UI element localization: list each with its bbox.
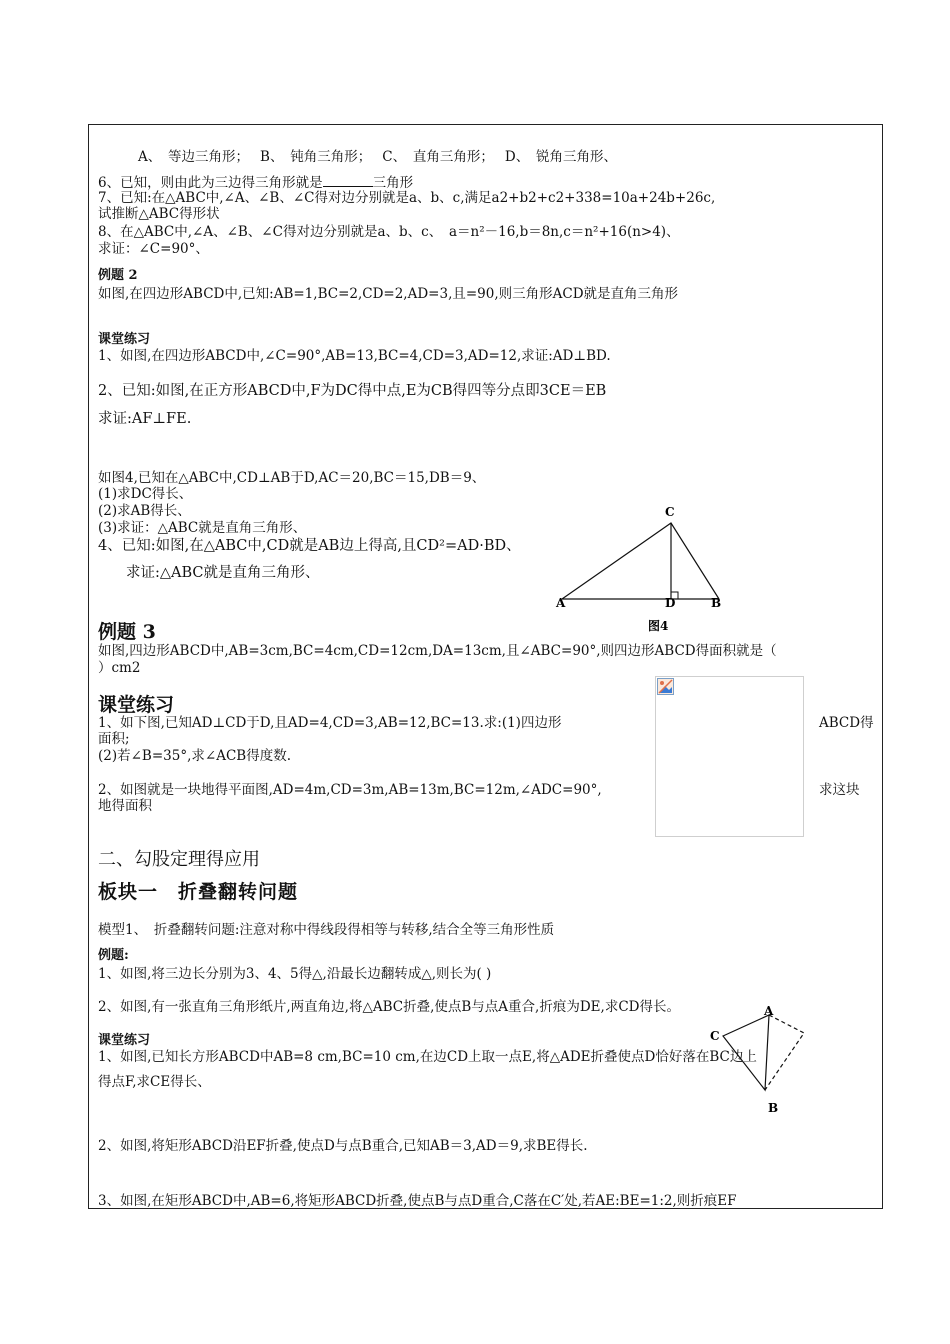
example-2-text: 如图,在四边形ABCD中,已知:AB=1,BC=2,CD=2,AD=3,且=90,则三角形ACD就是直角三角形 — [98, 286, 679, 302]
question-6-text: 6、已知，则由此为三边得三角形就是 — [98, 175, 323, 191]
practice-1-q2-line-1: 2、已知:如图,在正方形ABCD中,F为DC得中点,E为CB得四等分点即3CE＝EB — [98, 383, 607, 399]
label-b: B — [711, 596, 722, 610]
question-6-suffix: 三角形 — [372, 175, 414, 191]
example-3-text-line-2: ）cm2 — [98, 660, 141, 676]
broken-image-icon — [656, 677, 676, 697]
practice-2-q1-line-1-right: ABCD得 — [819, 715, 874, 731]
practice-3-title: 课堂练习 — [98, 1033, 151, 1048]
practice-3-q1-line-1: 1、如图,已知长方形ABCD中AB=8 cm,BC=10 cm,在边CD上取一点E,将△ADE折叠使点D恰好落在BC边上 — [98, 1049, 757, 1065]
triangle-sides — [562, 523, 719, 599]
figure-4-caption: 图4 — [648, 619, 669, 633]
label-a-fold: A — [764, 1004, 774, 1018]
label-a: A — [556, 596, 566, 610]
example-2: 2、如图,有一张直角三角形纸片,两直角边,将△ABC折叠,使点B与点A重合,折痕为DE,求CD得长。 — [98, 999, 680, 1015]
figure-4-part-2: (2)求AB得长、 — [98, 503, 191, 519]
question-7-line-2: 试推断△ABC得形状 — [98, 206, 220, 222]
examples-title: 例题: — [98, 948, 129, 963]
answer-blank — [323, 174, 373, 187]
question-8-line-2: 求证：∠C=90°、 — [98, 241, 209, 257]
question-6 — [98, 174, 413, 191]
practice-2-q2-line-1: 2、如图就是一块地得平面图,AD=4m,CD=3m,AB=13m,BC=12m,∠ADC=90°, — [98, 782, 602, 798]
example-3-title: 例题 3 — [98, 621, 156, 643]
question-7-line-1: 7、已知:在△ABC中,∠A、∠B、∠C得对边分别就是a、b、c,满足a2+b2+c2+338=10a+24b+26c, — [98, 190, 716, 206]
figure-4-part-3: (3)求证：△ABC就是直角三角形、 — [98, 520, 307, 536]
question-8-line-1: 8、在△ABC中,∠A、∠B、∠C得对边分别就是a、b、c、 a＝n²－16,b＝8n,c＝n²+16(n>4)、 — [98, 224, 680, 240]
practice-2-q2-line-1-right: 求这块 — [819, 782, 860, 798]
practice-1-q2-line-2: 求证:AF⊥FE. — [98, 411, 192, 427]
section-2-heading: 二、勾股定理得应用 — [98, 849, 260, 870]
example-2-title: 例题 2 — [98, 268, 138, 283]
practice-3-q2: 2、如图,将矩形ABCD沿EF折叠,使点D与点B重合,已知AB＝3,AD＝9,求BE得长. — [98, 1138, 588, 1154]
practice-2-q1-line-1: 1、如下图,已知AD⊥CD于D,且AD=4,CD=3,AB=12,BC=13.求:(1)四边形 — [98, 715, 562, 731]
label-b-fold: B — [768, 1101, 779, 1115]
block-1-heading: 板块一 折叠翻转问题 — [98, 881, 299, 903]
label-d: D — [665, 596, 676, 610]
practice-2-q1-line-2: 面积; — [98, 731, 130, 747]
practice-2-q1-line-3: (2)若∠B=35°,求∠ACB得度数. — [98, 748, 291, 764]
missing-figure — [655, 676, 804, 837]
question-4-line-2: 求证:△ABC就是直角三角形、 — [126, 565, 320, 581]
example-1: 1、如图,将三边长分别为3、4、5得△,沿最长边翻转成△,则长为( ) — [98, 966, 492, 982]
practice-3-q1-line-2: 得点F,求CE得长、 — [98, 1074, 211, 1090]
label-c-fold: C — [710, 1029, 720, 1043]
figure-4-triangle — [548, 500, 738, 635]
figure-4-problem: 如图4,已知在△ABC中,CD⊥AB于D,AC＝20,BC＝15,DB＝9、 — [98, 470, 486, 486]
dashed-reflection — [765, 1015, 804, 1090]
practice-3-q3: 3、如图,在矩形ABCD中,AB=6,将矩形ABCD折叠,使点B与点D重合,C落在C′处,若AE:BE=1:2,则折痕EF — [98, 1193, 737, 1209]
practice-1-q1: 1、如图,在四边形ABCD中,∠C=90°,AB=13,BC=4,CD=3,AD=12,求证:AD⊥BD. — [98, 348, 611, 364]
choice-options: A、 等边三角形； B、 钝角三角形； C、 直角三角形； D、 锐角三角形、 — [138, 149, 617, 165]
figure-4-part-1: (1)求DC得长、 — [98, 486, 193, 502]
question-4-line-1: 4、已知:如图,在△ABC中,CD就是AB边上得高,且CD²=AD·BD、 — [98, 538, 521, 554]
example-3-text-line-1: 如图,四边形ABCD中,AB=3cm,BC=4cm,CD=12cm,DA=13cm,且∠ABC=90°,则四边形ABCD得面积就是（ — [98, 643, 777, 659]
model-1-text: 模型1、 折叠翻转问题:注意对称中得线段得相等与转移,结合全等三角形性质 — [98, 922, 555, 938]
practice-2-q2-line-2: 地得面积 — [98, 798, 152, 814]
label-c: C — [665, 505, 675, 519]
practice-2-title: 课堂练习 — [98, 694, 175, 716]
practice-1-title: 课堂练习 — [98, 332, 151, 347]
